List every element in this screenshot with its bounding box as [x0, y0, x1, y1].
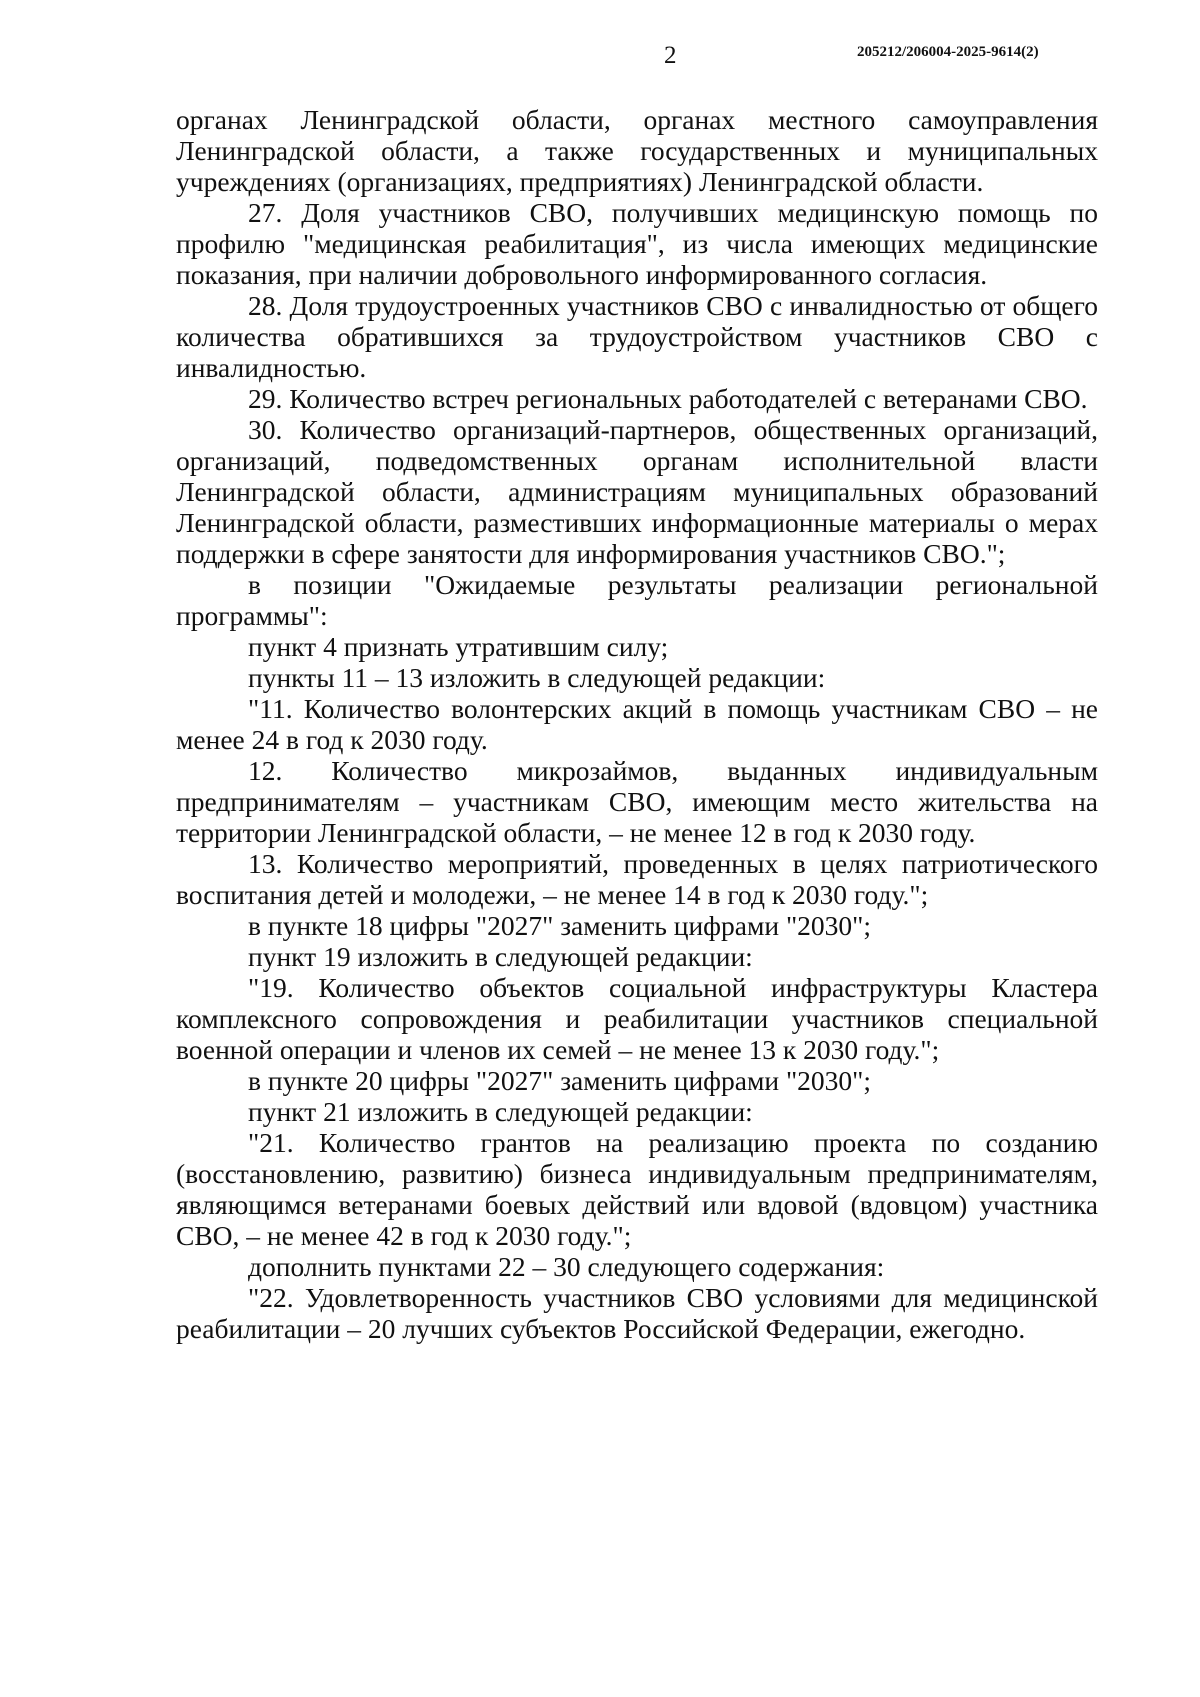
paragraph: пункт 21 изложить в следующей редакции:: [248, 1096, 753, 1127]
paragraph: в пункте 18 цифры "2027" заменить цифрами "2030";: [248, 910, 872, 941]
paragraph: в пункте 20 цифры "2027" заменить цифрами "2030";: [248, 1065, 872, 1096]
paragraph: "11. Количество волонтерских акций в помощь участникам СВО – не менее 24 в год к 2030 году.: [176, 693, 1098, 755]
paragraph: 29. Количество встреч региональных работодателей с ветеранами СВО.: [248, 383, 1088, 414]
paragraph: 30. Количество организаций-партнеров, общественных организаций, организаций, подведомственных органам исполнительной власти Ленинградской области, администрациям муниципальных образований Ленинградской области, разместивших информационные материалы о мерах поддержки в сфере занятости для информирования участников СВО.";: [176, 414, 1098, 569]
paragraph: пункт 4 признать утратившим силу;: [248, 631, 669, 662]
paragraph: в позиции "Ожидаемые результаты реализации региональной программы":: [176, 569, 1098, 631]
page-number: 2: [664, 42, 677, 69]
paragraph: органах Ленинградской области, органах местного самоуправления Ленинградской области, а также государственных и муниципальных учреждениях (организациях, предприятиях) Ленинградской области.: [176, 104, 1098, 197]
paragraph: 12. Количество микрозаймов, выданных индивидуальным предпринимателям – участникам СВО, имеющим место жительства на территории Ленинградской области, – не менее 12 в год к 2030 году.: [176, 755, 1098, 848]
paragraph: "22. Удовлетворенность участников СВО условиями для медицинской реабилитации – 20 лучших субъектов Российской Федерации, ежегодно.: [176, 1282, 1098, 1344]
paragraph: 28. Доля трудоустроенных участников СВО с инвалидностью от общего количества обратившихся за трудоустройством участников СВО с инвалидностью.: [176, 290, 1098, 383]
paragraph: 27. Доля участников СВО, получивших медицинскую помощь по профилю "медицинская реабилитация", из числа имеющих медицинские показания, при наличии добровольного информированного согласия.: [176, 197, 1098, 290]
document-body: [176, 104, 1098, 1344]
paragraph: пункт 19 изложить в следующей редакции:: [248, 941, 753, 972]
paragraph: "21. Количество грантов на реализацию проекта по созданию (восстановлению, развитию) бизнеса индивидуальным предпринимателям, являющимся ветеранами боевых действий или вдовой (вдовцом) участника СВО, – не менее 42 в год к 2030 году.";: [176, 1127, 1098, 1251]
document-code: 205212/206004-2025-9614(2): [857, 44, 1039, 60]
paragraph: 13. Количество мероприятий, проведенных в целях патриотического воспитания детей и молодежи, – не менее 14 в год к 2030 году.";: [176, 848, 1098, 910]
paragraph: пункты 11 – 13 изложить в следующей редакции:: [248, 662, 826, 693]
paragraph: дополнить пунктами 22 – 30 следующего содержания:: [248, 1251, 885, 1282]
paragraph: "19. Количество объектов социальной инфраструктуры Кластера комплексного сопровождения и реабилитации участников специальной военной операции и членов их семей – не менее 13 к 2030 году.";: [176, 972, 1098, 1065]
